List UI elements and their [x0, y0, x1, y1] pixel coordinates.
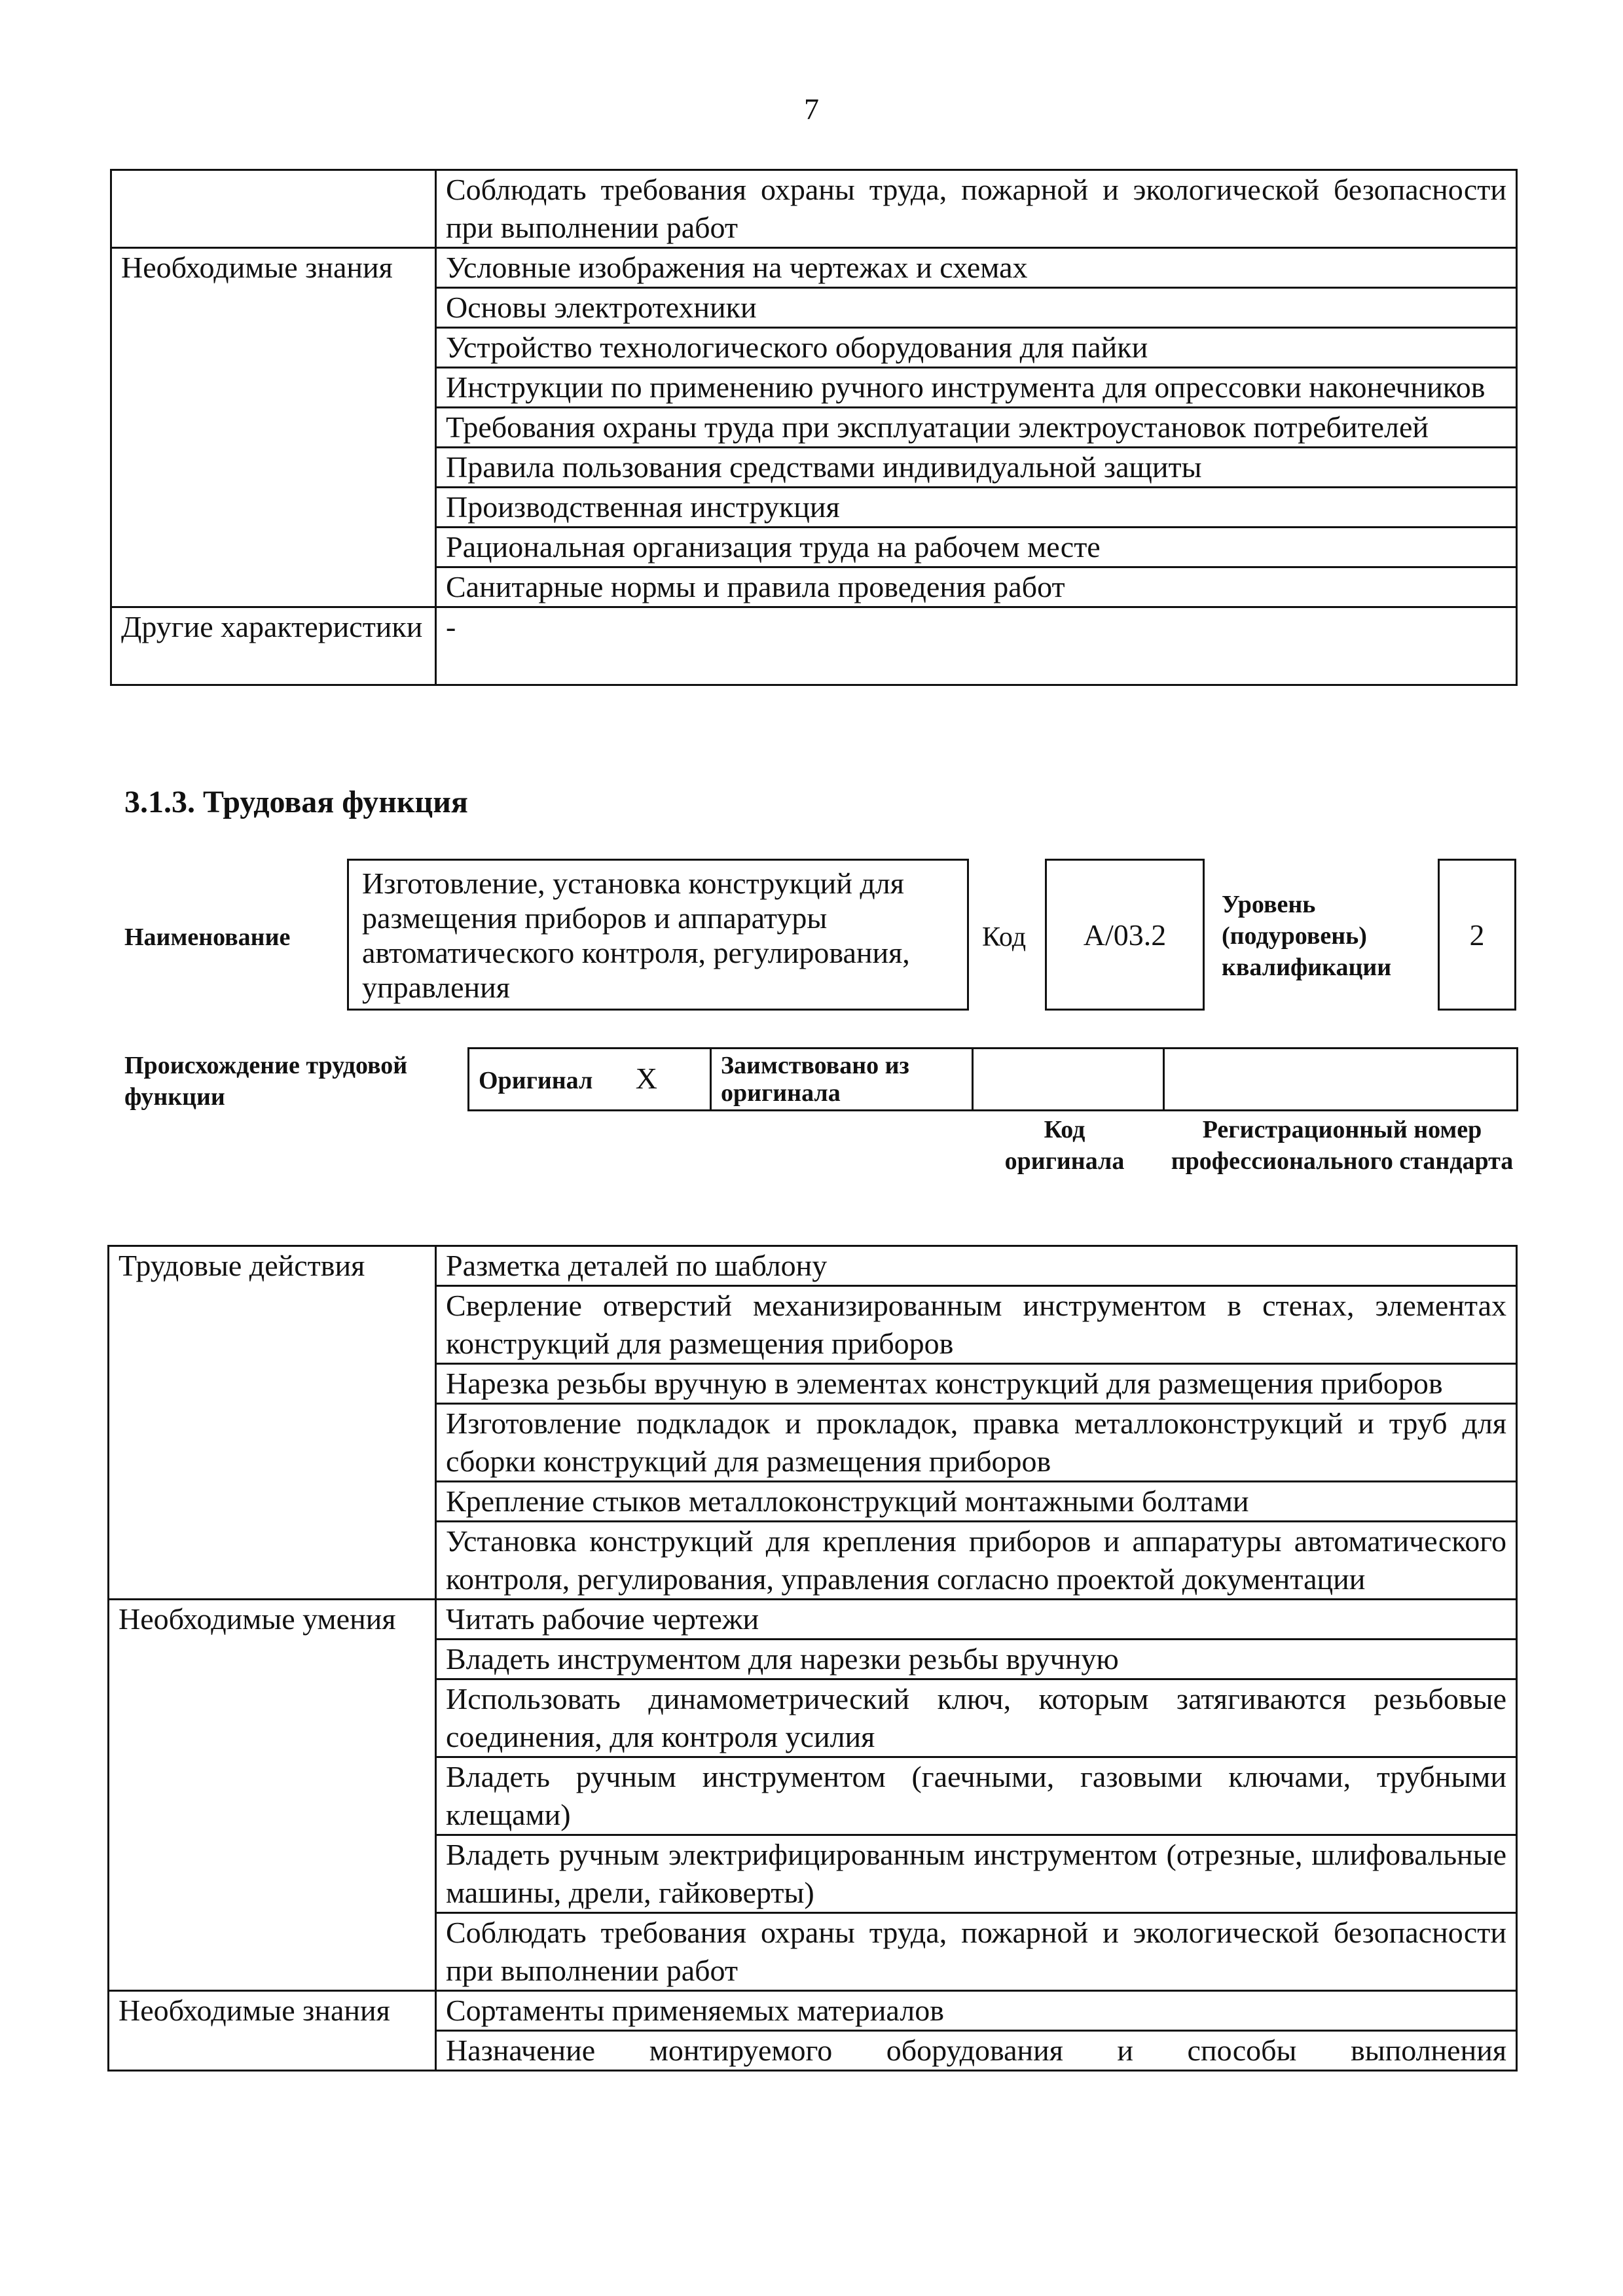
- caption-code: Код оригинала: [1004, 1116, 1125, 1175]
- row-label: Трудовые действия: [109, 1246, 436, 1600]
- origin-mark: X: [635, 1061, 658, 1095]
- code-label: Код: [982, 922, 1027, 952]
- table-row: [111, 248, 1517, 288]
- row-label: Необходимые знания: [111, 248, 436, 607]
- table-row: [109, 1246, 1517, 1286]
- origin-reg-cell: [1164, 1049, 1518, 1111]
- table-row: [109, 1600, 1517, 1640]
- table-cell: Использовать динамометрический ключ, которым затягиваются резьбовые соединения, для контроля усилия: [436, 1679, 1517, 1757]
- table-cell: Соблюдать требования охраны труда, пожарной и экологической безопасности при выполнении работ: [436, 1913, 1517, 1991]
- table-cell: Рациональная организация труда на рабочем месте: [436, 528, 1517, 567]
- table-cell: Инструкции по применению ручного инструмента для опрессовки наконечников: [436, 368, 1517, 408]
- table-row: [469, 1049, 1518, 1111]
- function-details-table: [107, 1245, 1518, 2072]
- table-cell: Устройство технологического оборудования для пайки: [436, 328, 1517, 368]
- table-row: [111, 607, 1517, 685]
- table-cell: Читать рабочие чертежи: [436, 1600, 1517, 1640]
- origin-original-label: Оригинал: [479, 1066, 593, 1094]
- level-label: Уровень (подуровень) квалификации: [1222, 891, 1392, 981]
- table-cell: Назначение монтируемого оборудования и способы выполнения: [436, 2031, 1517, 2071]
- section-heading: 3.1.3. Трудовая функция: [124, 785, 468, 819]
- table-cell: Разметка деталей по шаблону: [436, 1246, 1517, 1286]
- table-cell: Требования охраны труда при эксплуатации электроустановок потребителей: [436, 408, 1517, 448]
- origin-table: [467, 1047, 1518, 1111]
- table-cell: Изготовление подкладок и прокладок, правка металлоконструкций и труб для сборки конструкций для размещения приборов: [436, 1404, 1517, 1482]
- origin-label: Происхождение трудовой функции: [124, 1052, 408, 1111]
- table-cell: Владеть ручным электрифицированным инструментом (отрезные, шлифовальные машины, дрели, гайковерты): [436, 1835, 1517, 1913]
- origin-borrowed-label: Заимствовано из оригинала: [711, 1049, 973, 1111]
- table-cell: Основы электротехники: [436, 288, 1517, 328]
- page-number: 7: [804, 92, 819, 126]
- level-value: 2: [1438, 859, 1516, 1011]
- table-row: [109, 1991, 1517, 2031]
- table-row: [111, 170, 1517, 248]
- table-cell: Владеть инструментом для нарезки резьбы вручную: [436, 1640, 1517, 1679]
- row-label: Другие характеристики: [111, 607, 436, 685]
- table-cell: Установка конструкций для крепления приборов и аппаратуры автоматического контроля, регулирования, управления согласно проектой документации: [436, 1522, 1517, 1600]
- table-cell: Владеть ручным инструментом (гаечными, газовыми ключами, трубными клещами): [436, 1757, 1517, 1835]
- origin-original-cell: [469, 1049, 711, 1111]
- caption-registration: Регистрационный номер профессионального стандарта: [1171, 1116, 1514, 1175]
- row-label: [111, 170, 436, 248]
- function-name-value: Изготовление, установка конструкций для размещения приборов и аппаратуры автоматического контроля, регулирования, управления: [347, 859, 969, 1011]
- row-label: Необходимые умения: [109, 1600, 436, 1991]
- table-cell: Крепление стыков металлоконструкций монтажными болтами: [436, 1482, 1517, 1522]
- table-cell: Правила пользования средствами индивидуальной защиты: [436, 448, 1517, 488]
- origin-code-cell: [973, 1049, 1164, 1111]
- table-cell: Условные изображения на чертежах и схемах: [436, 248, 1517, 288]
- table-cell: Сверление отверстий механизированным инструментом в стенах, элементах конструкций для размещения приборов: [436, 1286, 1517, 1364]
- table-cell: Санитарные нормы и правила проведения работ: [436, 567, 1517, 607]
- table-cell: Соблюдать требования охраны труда, пожарной и экологической безопасности при выполнении работ: [436, 170, 1517, 248]
- requirements-table-continued: [110, 169, 1518, 686]
- table-cell: Нарезка резьбы вручную в элементах конструкций для размещения приборов: [436, 1364, 1517, 1404]
- row-label: Необходимые знания: [109, 1991, 436, 2071]
- table-cell: -: [436, 607, 1517, 685]
- table-cell: Сортаменты применяемых материалов: [436, 1991, 1517, 2031]
- table-cell: Производственная инструкция: [436, 488, 1517, 528]
- name-label: Наименование: [124, 924, 291, 951]
- code-value: А/03.2: [1045, 859, 1205, 1011]
